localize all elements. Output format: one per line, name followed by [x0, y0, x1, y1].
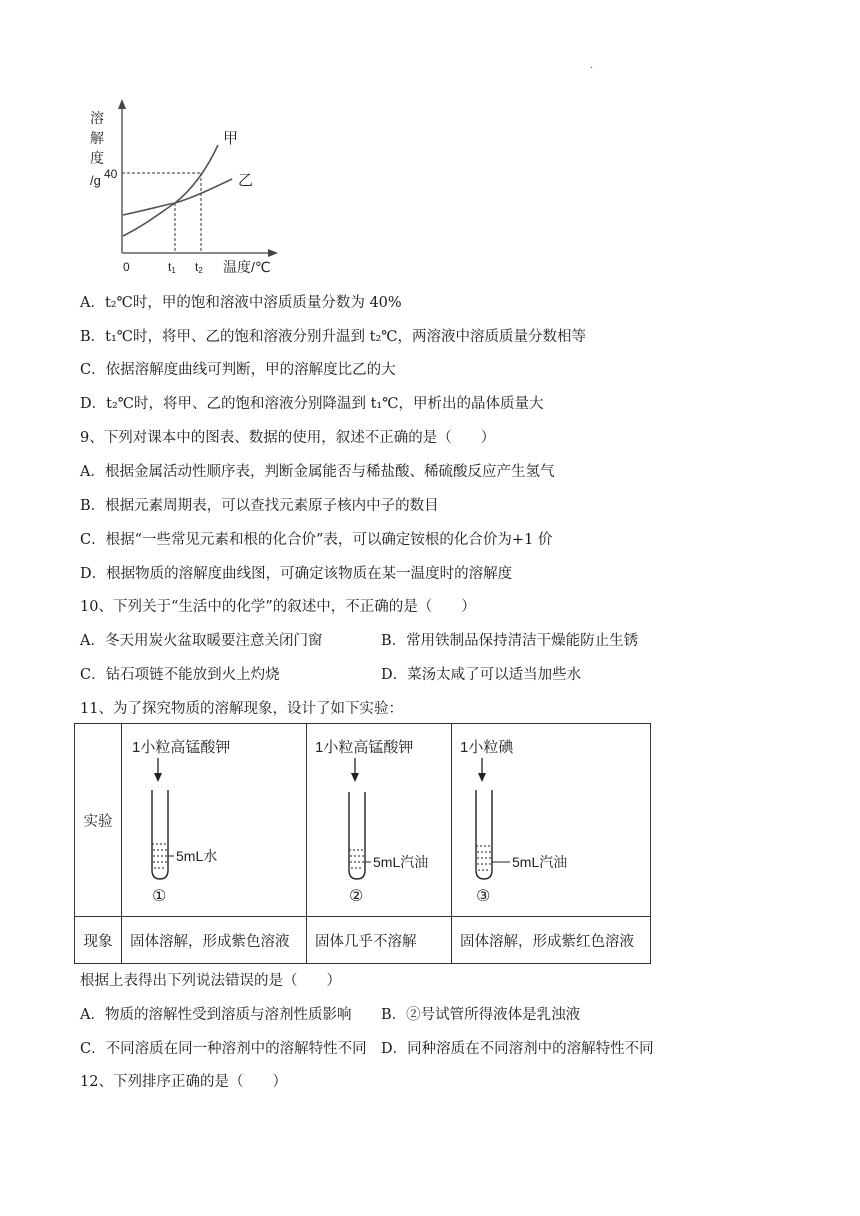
tube-diagram-2 — [307, 724, 451, 916]
solute-label-1: 1小粒高锰酸钾 — [132, 739, 231, 756]
q8-option-b: B．t₁℃时，将甲、乙的饱和溶液分别升温到 t₂℃，两溶液中溶质质量分数相等 — [80, 329, 586, 345]
y-label-3: 度 — [90, 150, 104, 166]
row-label-experiment: 实验 — [75, 724, 122, 917]
legend-jia: 甲 — [223, 130, 239, 147]
q11-option-c: C．不同溶质在同一种溶剂中的溶解特性不同 — [80, 1041, 367, 1057]
experiment-table — [74, 723, 651, 964]
x-tick-t1: t1 — [168, 260, 176, 275]
solubility-chart — [80, 95, 280, 280]
q10-stem: 10、下列关于“生活中的化学”的叙述中，不正确的是（ ） — [80, 599, 476, 615]
series-jia-curve — [123, 145, 218, 236]
q12-stem: 12、下列排序正确的是（ ） — [80, 1074, 287, 1090]
drop-arrow-head-3 — [478, 773, 486, 782]
result-cell-3: 固体溶解，形成紫红色溶液 — [452, 917, 651, 964]
tube-number-1: ① — [152, 888, 167, 905]
legend-yi: 乙 — [238, 172, 254, 189]
y-tick-40: 40 — [104, 167, 118, 181]
q10-option-b: B．常用铁制品保持清洁干燥能防止生锈 — [381, 633, 639, 649]
q10-option-c: C．钻石项链不能放到火上灼烧 — [80, 667, 280, 683]
table-row-result — [75, 917, 651, 964]
experiment-cell-3 — [452, 724, 651, 917]
q9-option-d: D．根据物质的溶解度曲线图，可确定该物质在某一温度时的溶解度 — [80, 566, 513, 582]
q11-followup: 根据上表得出下列说法错误的是（ ） — [80, 973, 341, 989]
q10-option-a: A．冬天用炭火盆取暖要注意关闭门窗 — [80, 633, 323, 649]
table-row-experiment — [75, 724, 651, 917]
result-cell-1: 固体溶解，形成紫色溶液 — [122, 917, 307, 964]
solvent-label-2: 5mL汽油 — [373, 854, 429, 870]
q11-option-d: D．同种溶质在不同溶剂中的溶解特性不同 — [381, 1041, 654, 1057]
x-axis-arrow — [268, 249, 278, 257]
q11-option-b: B．②号试管所得液体是乳浊液 — [381, 1007, 581, 1023]
solvent-label-1: 5mL水 — [176, 848, 218, 864]
solute-label-2: 1小粒高锰酸钾 — [315, 739, 414, 756]
q8-option-a: A．t₂℃时，甲的饱和溶液中溶质质量分数为 40% — [80, 295, 402, 311]
tube-diagram-1 — [122, 724, 306, 916]
solute-label-3: 1小粒碘 — [460, 739, 514, 756]
q9-option-b: B．根据元素周期表，可以查找元素原子核内中子的数目 — [80, 498, 439, 514]
q10-option-d: D．菜汤太咸了可以适当加些水 — [381, 667, 582, 683]
test-tube-2 — [349, 792, 365, 879]
y-label-1: 溶 — [90, 110, 104, 126]
x-origin: 0 — [123, 260, 130, 274]
solvent-label-3: 5mL汽油 — [512, 854, 568, 870]
tube-number-2: ② — [349, 888, 364, 905]
x-axis-label: 温度/℃ — [223, 259, 271, 275]
q8-option-c: C．依据溶解度曲线可判断，甲的溶解度比乙的大 — [80, 362, 396, 378]
drop-arrow-head-1 — [154, 773, 162, 782]
y-axis-arrow — [118, 99, 126, 109]
tube-number-3: ③ — [476, 888, 491, 905]
tube-diagram-3 — [452, 724, 650, 916]
result-cell-2: 固体几乎不溶解 — [307, 917, 452, 964]
q9-option-a: A．根据金属活动性顺序表，判断金属能否与稀盐酸、稀硫酸反应产生氢气 — [80, 464, 555, 480]
row-label-result: 现象 — [75, 917, 122, 964]
test-tube-1 — [152, 790, 168, 879]
q11-stem: 11、为了探究物质的溶解现象，设计了如下实验： — [80, 701, 403, 717]
series-yi-curve — [123, 179, 232, 215]
header-dot: . — [590, 60, 594, 71]
experiment-cell-1 — [122, 724, 307, 917]
experiment-cell-2 — [307, 724, 452, 917]
test-tube-3 — [476, 790, 492, 879]
x-tick-t2: t2 — [195, 260, 203, 275]
q8-option-d: D．t₂℃时，将甲、乙的饱和溶液分别降温到 t₁℃，甲析出的晶体质量大 — [80, 396, 544, 412]
q9-stem: 9、下列对课本中的图表、数据的使用，叙述不正确的是（ ） — [80, 430, 496, 446]
y-label-2: 解 — [90, 130, 104, 146]
q9-option-c: C．根据“一些常见元素和根的化合价”表，可以确定铵根的化合价为+1 价 — [80, 532, 553, 548]
y-label-4: /g — [90, 173, 101, 188]
q11-option-a: A．物质的溶解性受到溶质与溶剂性质影响 — [80, 1007, 352, 1023]
drop-arrow-head-2 — [351, 773, 359, 782]
